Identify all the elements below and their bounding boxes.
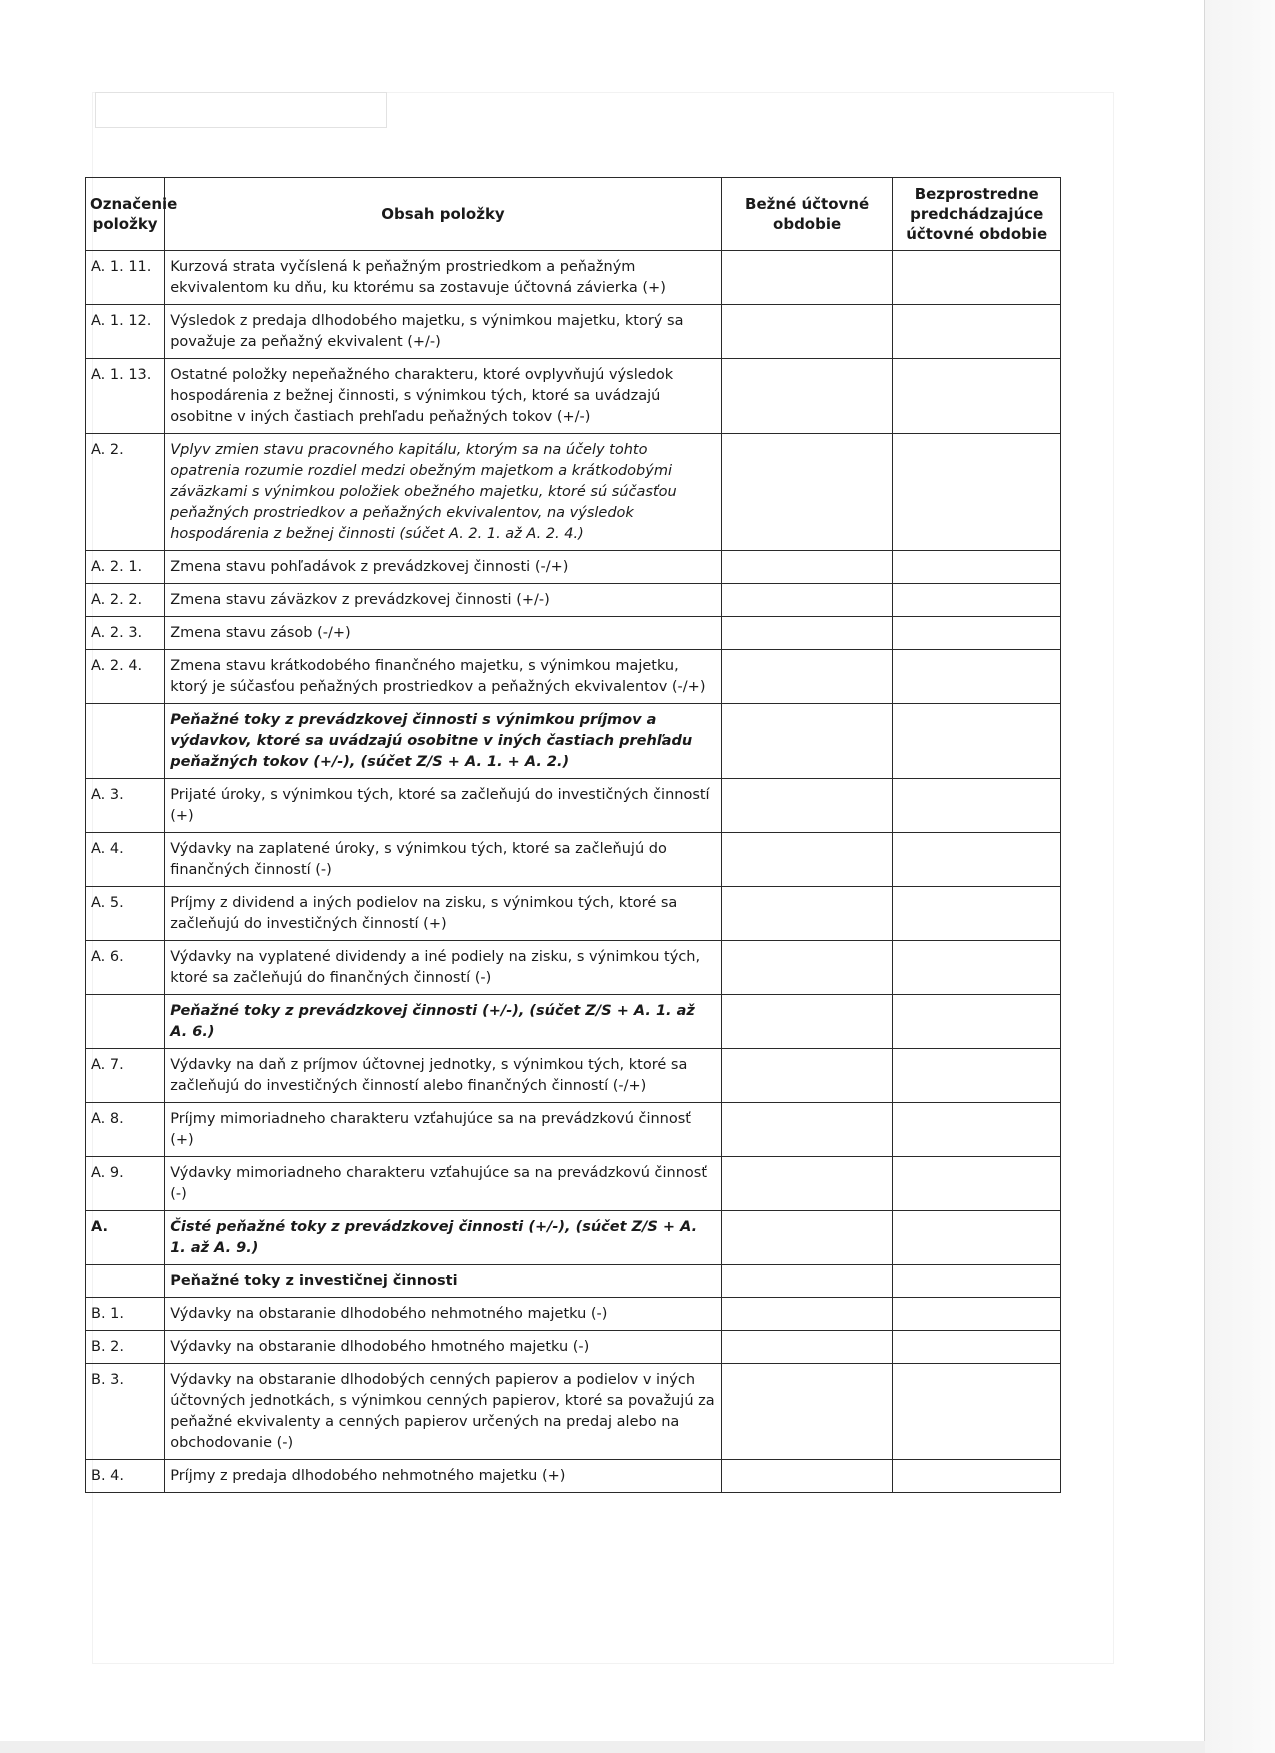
row-content: Výdavky na obstaranie dlhodobého hmotného majetku (-)	[165, 1331, 722, 1364]
row-content: Výdavky na obstaranie dlhodobých cenných papierov a podielov v iných účtovných jednotkách, s výnimkou cenných papierov, ktoré sa považujú za peňažné ekvivalenty a cenných papierov určených na predaj alebo na obchodovanie (-)	[165, 1364, 722, 1460]
row-current-value	[721, 251, 893, 305]
row-content: Príjmy z dividend a iných podielov na zisku, s výnimkou tých, ktoré sa začleňujú do investičných činností (+)	[165, 887, 722, 941]
table-row	[86, 995, 1061, 1049]
scan-shadow	[0, 1741, 1205, 1753]
row-code: A. 5.	[86, 887, 165, 941]
row-content: Peňažné toky z investičnej činnosti	[165, 1265, 722, 1298]
row-current-value	[721, 704, 893, 779]
row-code: A. 7.	[86, 1049, 165, 1103]
table-row	[86, 434, 1061, 551]
table-row	[86, 941, 1061, 995]
row-content: Zmena stavu pohľadávok z prevádzkovej činnosti (-/+)	[165, 551, 722, 584]
row-previous-value	[893, 650, 1061, 704]
row-code: A. 1. 12.	[86, 305, 165, 359]
table-row	[86, 305, 1061, 359]
row-previous-value	[893, 359, 1061, 434]
row-current-value	[721, 1298, 893, 1331]
row-current-value	[721, 584, 893, 617]
table-row	[86, 551, 1061, 584]
row-current-value	[721, 1103, 893, 1157]
row-code: A. 9.	[86, 1157, 165, 1211]
row-previous-value	[893, 704, 1061, 779]
table-header-row	[86, 178, 1061, 251]
table-row	[86, 833, 1061, 887]
row-previous-value	[893, 887, 1061, 941]
row-current-value	[721, 305, 893, 359]
row-current-value	[721, 941, 893, 995]
table-row	[86, 1460, 1061, 1493]
row-previous-value	[893, 833, 1061, 887]
header-previous-period: Bezprostredne predchádzajúce účtovné obdobie	[893, 178, 1061, 251]
row-current-value	[721, 1460, 893, 1493]
row-current-value	[721, 779, 893, 833]
row-current-value	[721, 1211, 893, 1265]
table-row	[86, 1364, 1061, 1460]
table-row	[86, 1103, 1061, 1157]
table-row	[86, 1298, 1061, 1331]
row-content: Peňažné toky z prevádzkovej činnosti (+/-), (súčet Z/S + A. 1. až A. 6.)	[165, 995, 722, 1049]
row-content: Výdavky na vyplatené dividendy a iné podiely na zisku, s výnimkou tých, ktoré sa začleňujú do finančných činností (-)	[165, 941, 722, 995]
table-row	[86, 704, 1061, 779]
row-code: A. 8.	[86, 1103, 165, 1157]
table-row	[86, 617, 1061, 650]
row-previous-value	[893, 1331, 1061, 1364]
cash-flow-table	[85, 177, 1061, 1493]
row-content: Ostatné položky nepeňažného charakteru, ktoré ovplyvňujú výsledok hospodárenia z bežnej činnosti, s výnimkou tých, ktoré sa uvádzajú osobitne v iných častiach prehľadu peňažných tokov (+/-)	[165, 359, 722, 434]
row-current-value	[721, 1157, 893, 1211]
row-previous-value	[893, 1364, 1061, 1460]
row-previous-value	[893, 1157, 1061, 1211]
row-previous-value	[893, 779, 1061, 833]
header-content: Obsah položky	[165, 178, 722, 251]
row-current-value	[721, 359, 893, 434]
row-previous-value	[893, 1049, 1061, 1103]
row-content: Zmena stavu krátkodobého finančného majetku, s výnimkou majetku, ktorý je súčasťou peňažných prostriedkov a peňažných ekvivalentov (-/+)	[165, 650, 722, 704]
row-current-value	[721, 434, 893, 551]
row-current-value	[721, 1331, 893, 1364]
row-code: A. 4.	[86, 833, 165, 887]
row-code: B. 1.	[86, 1298, 165, 1331]
row-previous-value	[893, 1103, 1061, 1157]
row-current-value	[721, 617, 893, 650]
row-code: A. 2. 1.	[86, 551, 165, 584]
header-current-period: Bežné účtovné obdobie	[721, 178, 893, 251]
row-content: Výsledok z predaja dlhodobého majetku, s výnimkou majetku, ktorý sa považuje za peňažný ekvivalent (+/-)	[165, 305, 722, 359]
table-row	[86, 1265, 1061, 1298]
row-previous-value	[893, 434, 1061, 551]
row-previous-value	[893, 995, 1061, 1049]
row-previous-value	[893, 1460, 1061, 1493]
row-current-value	[721, 1265, 893, 1298]
row-code: A.	[86, 1211, 165, 1265]
table-row	[86, 584, 1061, 617]
row-previous-value	[893, 1211, 1061, 1265]
row-content: Výdavky na obstaranie dlhodobého nehmotného majetku (-)	[165, 1298, 722, 1331]
row-current-value	[721, 650, 893, 704]
row-content: Výdavky na daň z príjmov účtovnej jednotky, s výnimkou tých, ktoré sa začleňujú do investičných činností alebo finančných činností (-/+)	[165, 1049, 722, 1103]
bleed-through-box	[95, 92, 387, 128]
table-row	[86, 1211, 1061, 1265]
row-previous-value	[893, 584, 1061, 617]
row-code: A. 2. 4.	[86, 650, 165, 704]
row-previous-value	[893, 305, 1061, 359]
row-current-value	[721, 995, 893, 1049]
row-content: Prijaté úroky, s výnimkou tých, ktoré sa začleňujú do investičných činností (+)	[165, 779, 722, 833]
row-content: Zmena stavu zásob (-/+)	[165, 617, 722, 650]
table-row	[86, 1157, 1061, 1211]
row-current-value	[721, 833, 893, 887]
row-previous-value	[893, 251, 1061, 305]
row-content: Vplyv zmien stavu pracovného kapitálu, ktorým sa na účely tohto opatrenia rozumie rozdiel medzi obežným majetkom a krátkodobými záväzkami s výnimkou položiek obežného majetku, ktoré sú súčasťou peňažných prostriedkov a peňažných ekvivalentov, na výsledok hospodárenia z bežnej činnosti (súčet A. 2. 1. až A. 2. 4.)	[165, 434, 722, 551]
row-previous-value	[893, 1298, 1061, 1331]
row-code: A. 3.	[86, 779, 165, 833]
table-row	[86, 359, 1061, 434]
row-previous-value	[893, 1265, 1061, 1298]
row-content: Výdavky mimoriadneho charakteru vzťahujúce sa na prevádzkovú činnosť (-)	[165, 1157, 722, 1211]
row-content: Výdavky na zaplatené úroky, s výnimkou tých, ktoré sa začleňujú do finančných činností (-)	[165, 833, 722, 887]
row-content: Zmena stavu záväzkov z prevádzkovej činnosti (+/-)	[165, 584, 722, 617]
row-content: Peňažné toky z prevádzkovej činnosti s výnimkou príjmov a výdavkov, ktoré sa uvádzajú osobitne v iných častiach prehľadu peňažných tokov (+/-), (súčet Z/S + A. 1. + A. 2.)	[165, 704, 722, 779]
table-body	[86, 251, 1061, 1493]
row-content: Kurzová strata vyčíslená k peňažným prostriedkom a peňažným ekvivalentom ku dňu, ku ktorému sa zostavuje účtovná závierka (+)	[165, 251, 722, 305]
row-code: A. 1. 11.	[86, 251, 165, 305]
table-row	[86, 1331, 1061, 1364]
row-content: Čisté peňažné toky z prevádzkovej činnosti (+/-), (súčet Z/S + A. 1. až A. 9.)	[165, 1211, 722, 1265]
row-current-value	[721, 551, 893, 584]
row-current-value	[721, 887, 893, 941]
row-code: B. 3.	[86, 1364, 165, 1460]
row-content: Príjmy mimoriadneho charakteru vzťahujúce sa na prevádzkovú činnosť (+)	[165, 1103, 722, 1157]
row-content: Príjmy z predaja dlhodobého nehmotného majetku (+)	[165, 1460, 722, 1493]
table-row	[86, 251, 1061, 305]
row-code: B. 2.	[86, 1331, 165, 1364]
row-code	[86, 704, 165, 779]
row-previous-value	[893, 617, 1061, 650]
header-code: Označenie položky	[86, 178, 165, 251]
row-previous-value	[893, 551, 1061, 584]
row-code: A. 2. 2.	[86, 584, 165, 617]
table-row	[86, 650, 1061, 704]
row-code	[86, 1265, 165, 1298]
table-row	[86, 887, 1061, 941]
row-current-value	[721, 1364, 893, 1460]
page-edge	[1204, 0, 1275, 1753]
table-row	[86, 1049, 1061, 1103]
row-code: A. 1. 13.	[86, 359, 165, 434]
row-code	[86, 995, 165, 1049]
table-row	[86, 779, 1061, 833]
row-code: B. 4.	[86, 1460, 165, 1493]
row-code: A. 2. 3.	[86, 617, 165, 650]
row-current-value	[721, 1049, 893, 1103]
row-code: A. 2.	[86, 434, 165, 551]
row-previous-value	[893, 941, 1061, 995]
row-code: A. 6.	[86, 941, 165, 995]
